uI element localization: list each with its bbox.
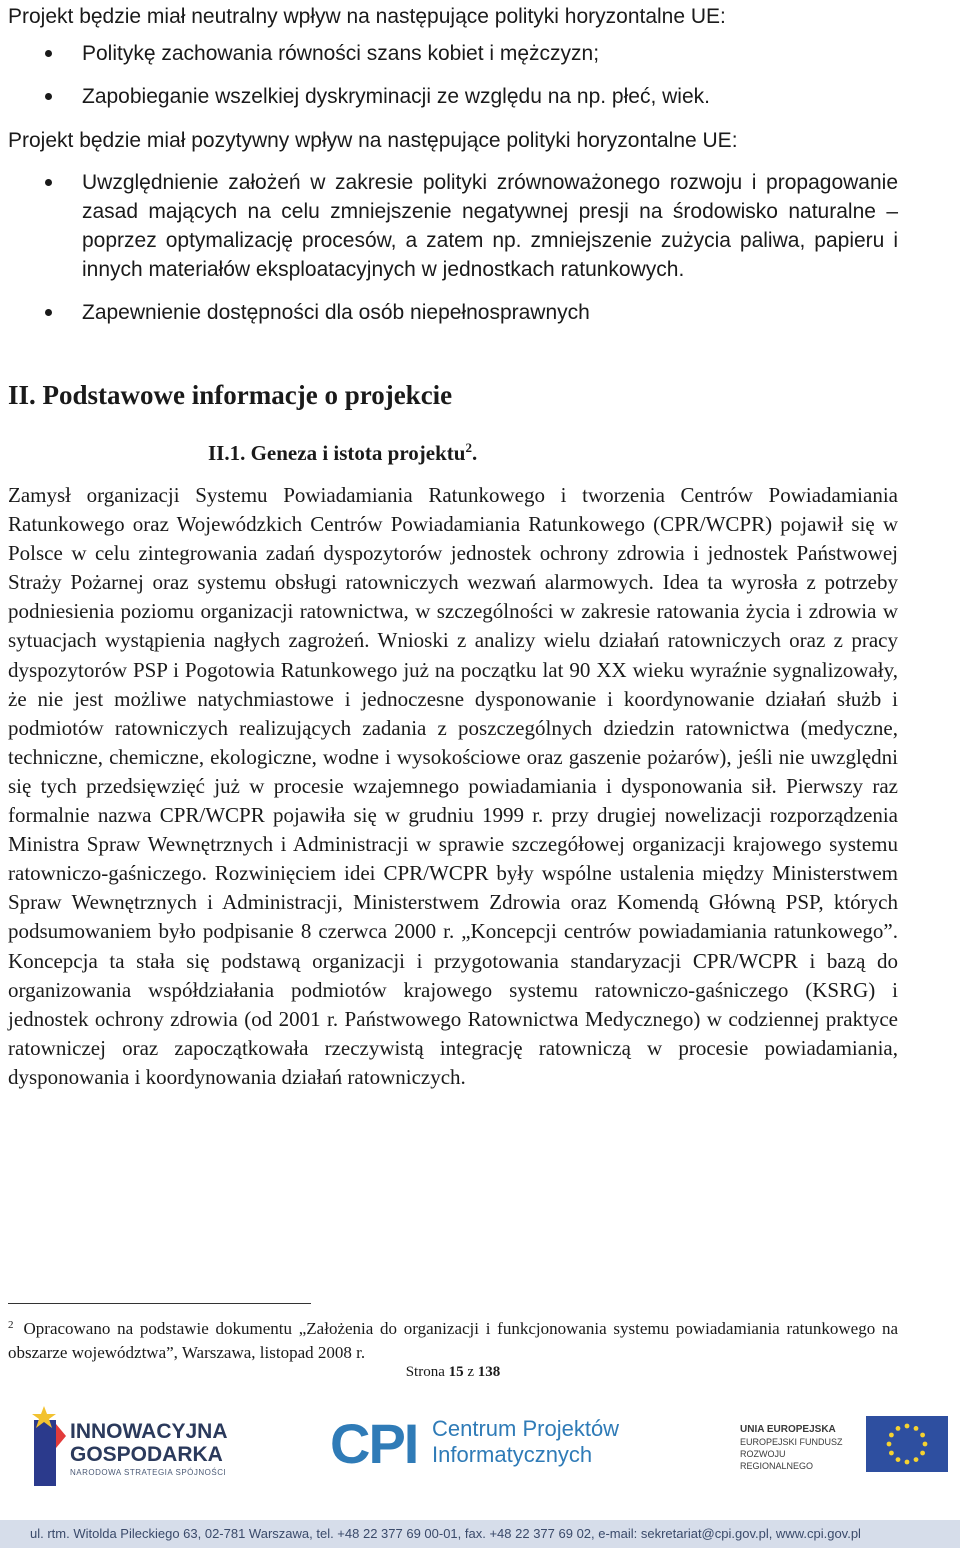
cpi-mark: CPI [330, 1412, 418, 1475]
star-flag-icon [30, 1406, 68, 1490]
footer-bar [0, 1520, 960, 1548]
page-total: 138 [477, 1364, 501, 1380]
ig-name-line-2: GOSPODARKA [70, 1443, 223, 1466]
neutral-impact-heading: Projekt będzie miał neutralny wpływ na następujące polityki horyzontalne UE: [8, 5, 726, 28]
bullet-icon [45, 50, 52, 57]
logo-strip [0, 1400, 960, 1512]
bullet-icon [45, 179, 52, 186]
footnote [8, 1313, 898, 1365]
list-item: Uwzględnienie założeń w zakresie polityki zrównoważonego rozwoju i propagowanie zasad mających na celu zmniejszenie negatywnej presji na środowisko naturalne – poprzez optymalizację procesów, a zatem np. zmniejszenie zużycia paliwa, papieru i innych materiałów eksploatacyjnych w jednostkach ratunkowych. [0, 168, 960, 284]
ig-subtitle: NARODOWA STRATEGIA SPÓJNOŚCI [70, 1468, 227, 1477]
innowacyjna-gospodarka-logo [30, 1406, 260, 1494]
page-number: Strona 15 z 138 [405, 1364, 501, 1380]
page-current: 15 [448, 1364, 464, 1380]
footnote-number: 2 [8, 1319, 14, 1331]
eu-logo [740, 1416, 950, 1476]
eu-fund-line-1: EUROPEJSKI FUNDUSZ [740, 1437, 843, 1447]
neutral-impact-list [0, 39, 960, 111]
eu-flag-icon [866, 1416, 948, 1472]
list-item: Zapewnienie dostępności dla osób niepełnosprawnych [0, 298, 960, 327]
eu-name: UNIA EUROPEJSKA [740, 1424, 836, 1435]
cpi-name-line-2: Informatycznych [432, 1442, 593, 1467]
cpi-name-line-1: Centrum Projektów [432, 1416, 620, 1441]
subsection-title: II.1. Geneza i istota projektu$^2$. [208, 440, 478, 465]
list-item: Politykę zachowania równości szans kobiet i mężczyzn; [0, 39, 960, 68]
footnote-ref: 2 [465, 440, 472, 455]
list-item: Zapobieganie wszelkiej dyskryminacji ze względu na np. płeć, wiek. [0, 82, 960, 111]
eu-fund-line-2: ROZWOJU REGIONALNEGO [740, 1449, 814, 1471]
positive-impact-heading: Projekt będzie miał pozytywny wpływ na następujące polityki horyzontalne UE: [8, 129, 738, 152]
section-title: II. Podstawowe informacje o projekcie [8, 380, 453, 410]
cpi-logo [330, 1412, 650, 1474]
ig-name-line-1: INNOWACYJNA [70, 1420, 228, 1443]
positive-impact-list [0, 168, 960, 327]
bullet-icon [45, 309, 52, 316]
footnote-divider [8, 1303, 311, 1304]
bullet-icon [45, 93, 52, 100]
footer-address: ul. rtm. Witolda Pileckiego 63, 02-781 Warszawa, tel. +48 22 377 69 00-01, fax. +48 22 377 69 02, e-mail: sekretariat@cpi.gov.pl, www.cpi.gov.pl [30, 1526, 861, 1541]
body-paragraph: Zamysł organizacji Systemu Powiadamiania Ratunkowego i tworzenia Centrów Powiadamiania Ratunkowego oraz Wojewódzkich Centrów Powiadamiania Ratunkowego (CPR/WCPR) pojawił się w Polsce w celu zintegrowania zadań dyspozytorów jednostek ochrony zdrowia i jednostek Państwowej Straży Pożarnej oraz systemu obsługi ratowniczych wezwań alarmowych. Idea ta wyrosła z potrzeby podniesienia poziomu organizacji ratownictwa, w szczególności w zakresie ratowania życia i zdrowia w sytuacjach wystąpienia nagłych zagrożeń. Wnioski z analizy wielu działań ratowniczych oraz z pracy dyspozytorów PSP i Pogotowia Ratunkowego już na początku lat 90 XX wieku wyraźnie sygnalizowały, że nie jest możliwe natychmiastowe i jednoczesne dysponowanie i koordynowanie działań służb i podmiotów ratowniczych realizujących zadania z poszczególnych dziedzin ratownictwa (medyczne, techniczne, chemiczne, ekologiczne, wodne i wysokościowe oraz gaszenie pożarów), jeśli nie uwzględni się tych przedsięwzięć już w procesie wzajemnego powiadamiania i dysponowania sił. Pierwszy raz formalnie nazwa CPR/WCPR pojawiła się w grudniu 1999 r. przy drugiej nowelizacji rozporządzenia Ministra Spraw Wewnętrznych i Administracji w sprawie szczegółowej organizacji krajowego systemu ratowniczo-gaśniczego. Rozwinięciem idei CPR/WCPR były wspólne ustalenia między Ministerstwem Spraw Wewnętrznych i Administracji, Ministerstwem Zdrowia oraz Komendą Główną PSP, których podsumowaniem było podpisanie 8 czerwca 2000 r. „Koncepcji centrów powiadamiania ratunkowego”. Koncepcja ta stała się podstawą organizacji i przygotowania standaryzacji CPR/WCPR i bazą do organizowania współdziałania podmiotów krajowego systemu ratowniczo-gaśniczego (KSRG) i jednostek ochrony zdrowia (od 2001 r. Państwowego Ratownictwa Medycznego) w codziennej praktyce ratowniczej oraz zapoczątkowała rzeczywistą integrację ratowniczą w procesie powiadamiania, dysponowania i koordynowania działań ratowniczych. [8, 483, 898, 1089]
footnote-text: Opracowano na podstawie dokumentu „Założenia do organizacji i funkcjonowania systemu powiadamiania ratunkowego na obszarze województwa”, Warszawa, listopad 2008 r. [8, 1319, 898, 1362]
